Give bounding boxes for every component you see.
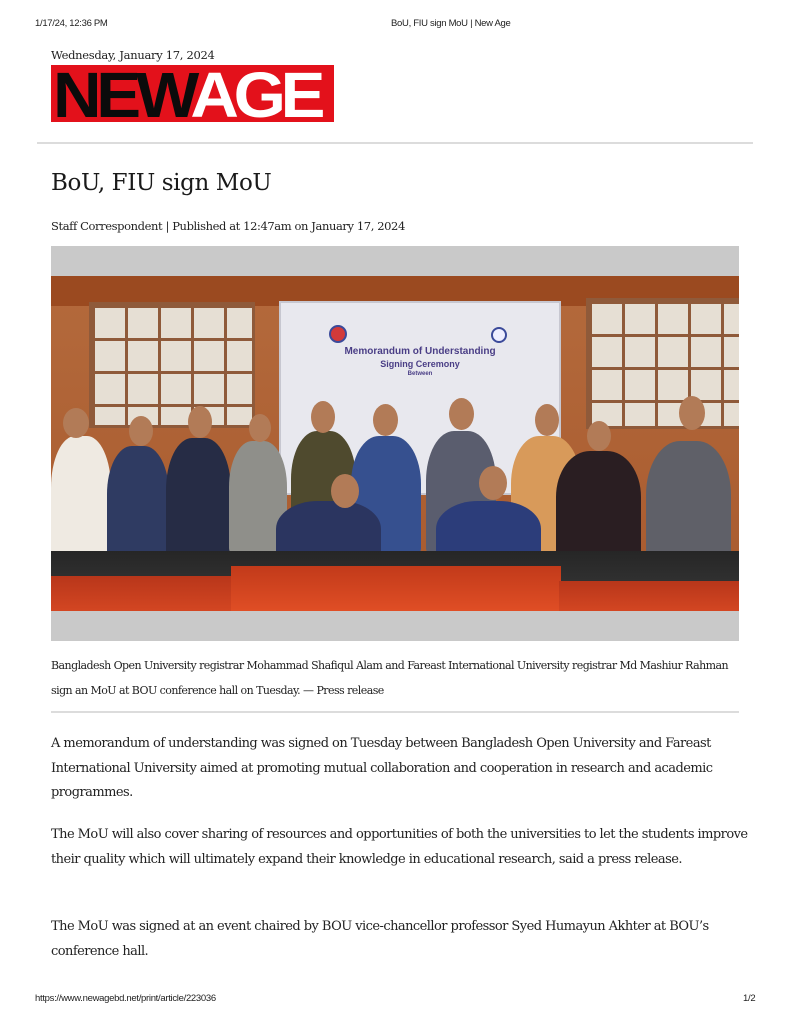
photo-person-head [535, 404, 559, 436]
photo-person [51, 436, 111, 566]
photo-window-left [89, 302, 255, 428]
banner-line-2: Signing Ceremony [380, 359, 460, 369]
article-byline: Staff Correspondent | Published at 12:47am on January 17, 2024 [51, 219, 405, 233]
bou-emblem-icon [329, 325, 347, 343]
masthead-date: Wednesday, January 17, 2024 [51, 48, 215, 62]
photo-person-head [679, 396, 705, 430]
banner-line-3: Between [407, 371, 433, 377]
photo-table-side [559, 581, 739, 611]
photo-person [166, 438, 231, 568]
photo-table-side [51, 576, 236, 611]
logo-wordmark [53, 65, 320, 122]
article-photo-frame [51, 246, 739, 641]
photo-table-front [231, 566, 561, 611]
print-url[interactable]: https://www.newagebd.net/print/article/223036 [35, 993, 216, 1004]
print-datetime: 1/17/24, 12:36 PM [35, 18, 108, 29]
print-footer [0, 993, 791, 1007]
photo-person-head [587, 421, 611, 451]
photo-person [556, 451, 641, 566]
photo-window-right [586, 298, 739, 429]
logo-new: NEW [53, 65, 191, 122]
photo-caption: Bangladesh Open University registrar Mohammad Shafiqul Alam and Fareast International University registrar Md Mashiur Rahman sign an MoU at BOU conference hall on Tuesday. — Press release [51, 659, 729, 697]
photo-person-head [129, 416, 153, 446]
photo-person-head [373, 404, 398, 436]
photo-signer-head [479, 466, 507, 500]
article-paragraph: The MoU was signed at an event chaired by BOU vice-chancellor professor Syed Humayun Akhter at BOU’s conference hall. [51, 919, 709, 959]
photo-person-head [188, 406, 212, 438]
photo-signer-head [331, 474, 359, 508]
photo-person-head [449, 398, 474, 430]
article-paragraph: A memorandum of understanding was signed on Tuesday between Bangladesh Open University and Fareast International University aimed at promoting mutual collaboration and cooperation in research and academic programmes. [51, 736, 713, 800]
print-header [0, 18, 791, 32]
print-page-title: BoU, FIU sign MoU | New Age [391, 18, 511, 29]
logo-age: AGE [190, 65, 321, 122]
photo-person-head [63, 408, 89, 438]
fiu-emblem-icon [491, 327, 507, 343]
print-page-number: 1/2 [743, 993, 756, 1004]
photo-person-head [249, 414, 271, 442]
article-headline: BoU, FIU sign MoU [51, 170, 272, 196]
photo-person-head [311, 401, 335, 433]
article-photo [51, 276, 739, 611]
banner-line-1: Memorandum of Understanding [344, 346, 496, 357]
article-paragraph: The MoU will also cover sharing of resources and opportunities of both the universities to let the students improve their quality which will ultimately expand their knowledge in educational research, said a press release. [51, 827, 748, 867]
header-divider [37, 142, 753, 144]
masthead [51, 48, 351, 122]
caption-divider [51, 711, 739, 713]
photo-person [107, 446, 169, 566]
newage-logo[interactable] [51, 65, 334, 122]
